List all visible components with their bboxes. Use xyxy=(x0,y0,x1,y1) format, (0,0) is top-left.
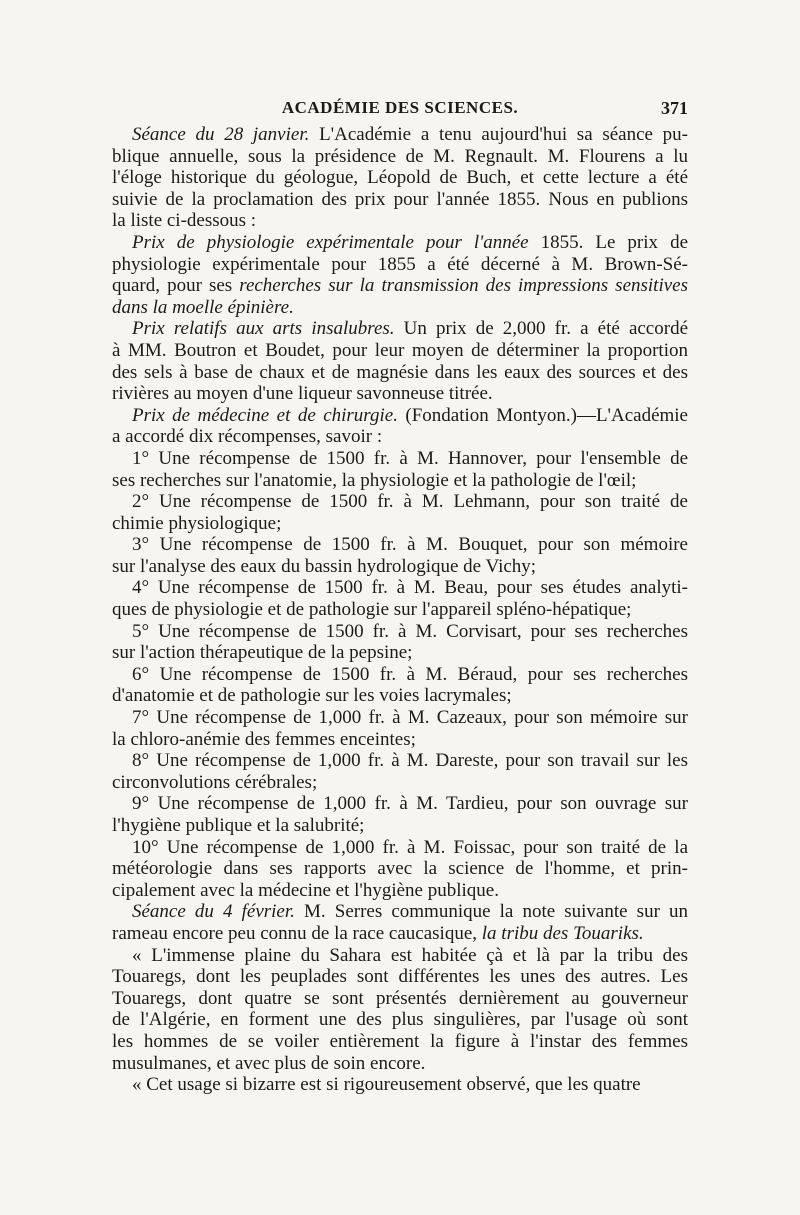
text-segment: rameau encore peu connu de la race caucasique, xyxy=(112,922,482,944)
text-line xyxy=(112,685,688,707)
text-segment: Un prix de 2,000 fr. a été accordé xyxy=(394,318,688,340)
text-segment: « Cet usage si bizarre est si rigoureusement observé, que les quatre xyxy=(132,1074,641,1096)
text-segment: 6° Une récompense de 1500 fr. à M. Béraud, pour ses recherches xyxy=(132,663,688,685)
text-segment: 7° Une récompense de 1,000 fr. à M. Cazeaux, pour son mémoire sur xyxy=(132,707,688,729)
text-segment: d'anatomie et de pathologie sur les voies lacrymales; xyxy=(112,685,512,707)
text-line xyxy=(112,945,688,967)
text-segment: circonvolutions cérébrales; xyxy=(112,771,318,793)
italic-segment: dans la moelle épinière. xyxy=(112,296,294,318)
text-line xyxy=(112,362,688,384)
text-segment: 1° Une récompense de 1500 fr. à M. Hannover, pour l'ensemble de xyxy=(132,447,688,469)
text-segment: musulmanes, et avec plus de soin encore. xyxy=(112,1052,426,1074)
text-line xyxy=(112,750,688,772)
text-segment: 9° Une récompense de 1,000 fr. à M. Tardieu, pour son ouvrage sur xyxy=(132,793,688,815)
text-segment: cipalement avec la médecine et l'hygiène publique. xyxy=(112,879,499,901)
text-line xyxy=(112,837,688,859)
text-line xyxy=(112,1009,688,1031)
text-line xyxy=(112,124,688,146)
italic-segment: recherches sur la transmission des impressions sensitives xyxy=(239,275,688,297)
text-segment: 8° Une récompense de 1,000 fr. à M. Dareste, pour son travail sur les xyxy=(132,750,688,772)
text-line xyxy=(112,340,688,362)
text-segment: M. Serres communique la note suivante sur un xyxy=(294,901,689,923)
text-segment: physiologie expérimentale pour 1855 a été décerné à M. Brown-Sé- xyxy=(112,253,688,275)
text-segment: L'Académie a tenu aujourd'hui sa séance pu- xyxy=(309,124,688,145)
text-segment: météorologie dans ses rapports avec la science de l'homme, et prin- xyxy=(112,858,688,880)
text-line xyxy=(112,556,688,578)
text-line xyxy=(112,210,688,232)
text-line xyxy=(112,470,688,492)
text-segment: rivières au moyen d'une liqueur savonneuse titrée. xyxy=(112,383,493,405)
text-segment: quard, pour ses xyxy=(112,275,240,297)
page-number: 371 xyxy=(661,98,688,118)
text-line xyxy=(112,275,688,297)
text-line xyxy=(112,664,688,686)
text-line xyxy=(112,577,688,599)
text-line xyxy=(112,167,688,189)
text-segment: Touaregs, dont quatre se sont présentés dernièrement au gouverneur xyxy=(112,987,688,1009)
text-segment: des sels à base de chaux et de magnésie dans les eaux des sources et des xyxy=(112,361,688,383)
text-line xyxy=(112,297,688,319)
text-segment: la liste ci-dessous : xyxy=(112,210,257,232)
italic-segment: Séance du 4 février. xyxy=(132,901,295,923)
text-segment: de l'Algérie, en forment une des plus singulières, par l'usage où sont xyxy=(112,1009,688,1031)
text-line xyxy=(112,383,688,405)
text-segment: 10° Une récompense de 1,000 fr. à M. Foissac, pour son traité de la xyxy=(132,836,688,858)
text-line xyxy=(112,729,688,751)
text-segment: « L'immense plaine du Sahara est habitée çà et là par la tribu des xyxy=(132,944,688,966)
text-line xyxy=(112,254,688,276)
text-body xyxy=(112,124,688,1096)
text-segment: chimie physiologique; xyxy=(112,512,282,534)
text-line xyxy=(112,901,688,923)
text-line xyxy=(112,318,688,340)
text-line xyxy=(112,793,688,815)
text-segment: à MM. Boutron et Boudet, pour leur moyen de déterminer la proportion xyxy=(112,339,688,361)
text-segment: 1855. Le prix de xyxy=(528,231,688,253)
text-segment: blique annuelle, sous la présidence de M. Regnault. M. Flourens a lu xyxy=(112,145,688,167)
text-line xyxy=(112,146,688,168)
text-line xyxy=(112,923,688,945)
text-line xyxy=(112,534,688,556)
text-segment: suivie de la proclamation des prix pour l'année 1855. Nous en publions xyxy=(112,188,688,210)
text-segment: Touaregs, dont les peuplades sont différentes les unes des autres. Les xyxy=(112,966,688,988)
text-segment: (Fondation Montyon.)—L'Académie xyxy=(397,404,688,426)
text-line xyxy=(112,491,688,513)
italic-segment: Prix de physiologie expérimentale pour l'année xyxy=(132,231,529,253)
text-line xyxy=(112,448,688,470)
text-segment: l'éloge historique du géologue, Léopold de Buch, et cette lecture a été xyxy=(112,167,688,189)
text-line xyxy=(112,599,688,621)
running-title: ACADÉMIE DES SCIENCES. xyxy=(281,98,519,117)
running-header xyxy=(112,98,688,122)
text-segment: ques de physiologie et de pathologie sur l'appareil spléno-hépatique; xyxy=(112,599,632,621)
text-line xyxy=(112,1074,688,1096)
text-line xyxy=(112,707,688,729)
text-line xyxy=(112,988,688,1010)
text-line xyxy=(112,642,688,664)
text-line xyxy=(112,232,688,254)
italic-segment: Prix de médecine et de chirurgie. xyxy=(132,404,398,426)
text-segment: ses recherches sur l'anatomie, la physiologie et la pathologie de l'œil; xyxy=(112,469,637,491)
text-line xyxy=(112,1053,688,1075)
text-line xyxy=(112,966,688,988)
text-segment: l'hygiène publique et la salubrité; xyxy=(112,815,365,836)
italic-segment: la tribu des Touariks. xyxy=(481,922,644,944)
text-line xyxy=(112,513,688,535)
text-line xyxy=(112,1031,688,1053)
text-segment: 5° Une récompense de 1500 fr. à M. Corvisart, pour ses recherches xyxy=(132,620,688,642)
text-line xyxy=(112,858,688,880)
text-segment: 4° Une récompense de 1500 fr. à M. Beau, pour ses études analyti- xyxy=(132,577,688,599)
text-line xyxy=(112,405,688,427)
text-line xyxy=(112,815,688,837)
text-segment: sur l'analyse des eaux du bassin hydrologique de Vichy; xyxy=(112,555,537,577)
text-line xyxy=(112,772,688,794)
italic-segment: Séance du 28 janvier. xyxy=(132,124,310,145)
text-line xyxy=(112,189,688,211)
text-line xyxy=(112,621,688,643)
text-segment: a accordé dix récompenses, savoir : xyxy=(112,426,383,448)
text-segment: 2° Une récompense de 1500 fr. à M. Lehmann, pour son traité de xyxy=(132,491,688,513)
text-segment: 3° Une récompense de 1500 fr. à M. Bouquet, pour son mémoire xyxy=(132,534,688,556)
text-segment: la chloro-anémie des femmes enceintes; xyxy=(112,728,416,750)
text-segment: sur l'action thérapeutique de la pepsine; xyxy=(112,642,413,664)
italic-segment: Prix relatifs aux arts insalubres. xyxy=(132,318,395,340)
text-line xyxy=(112,880,688,902)
text-segment: les hommes de se voiler entièrement la figure à l'instar des femmes xyxy=(112,1030,688,1052)
text-line xyxy=(112,426,688,448)
